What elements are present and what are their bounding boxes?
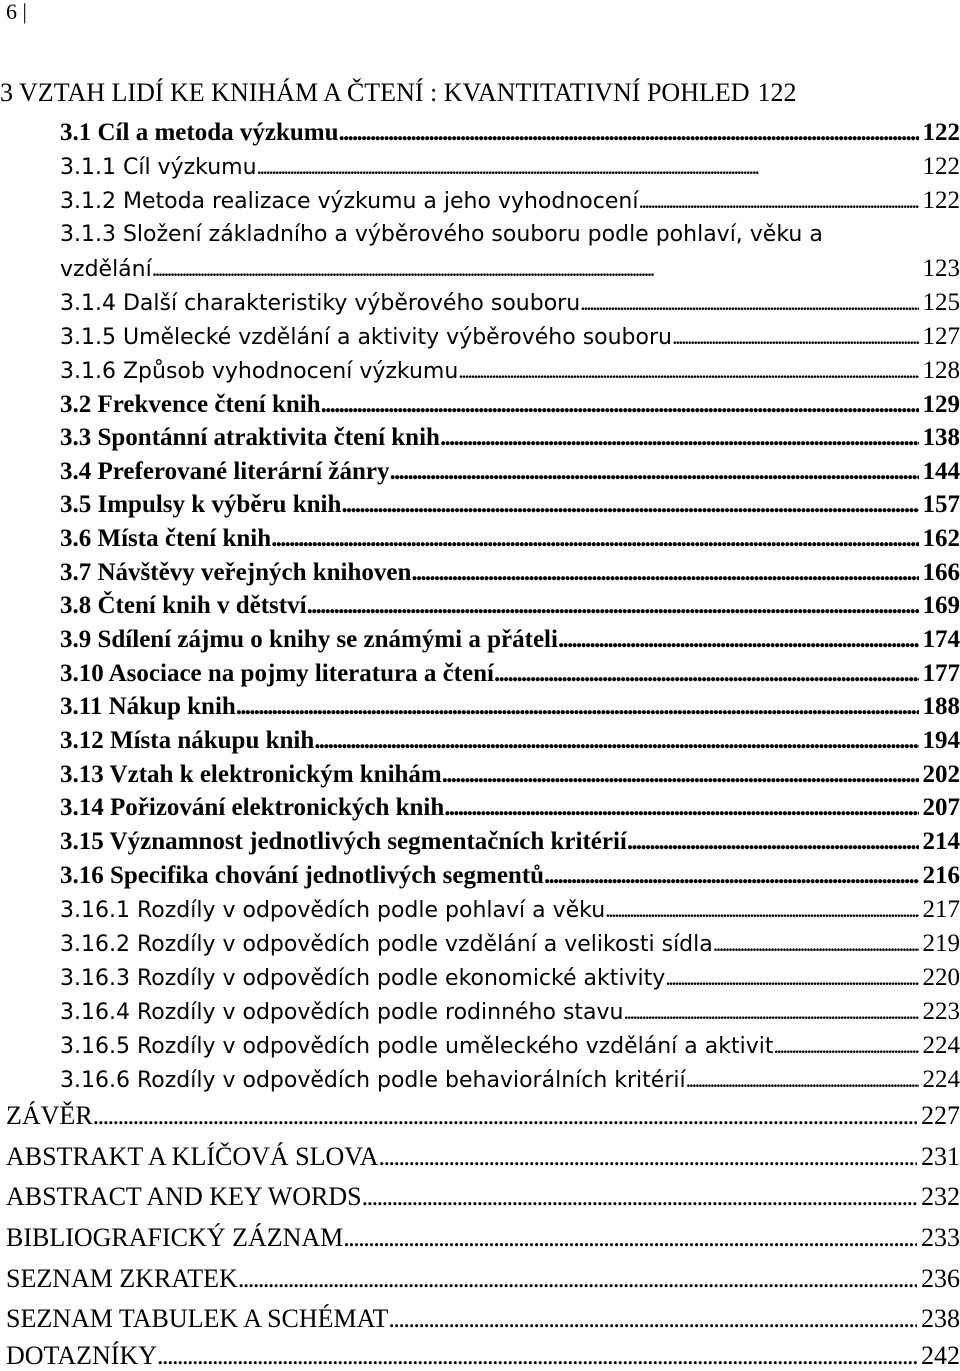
toc-leader-dots [411,558,918,588]
toc-entry-seznam-zkratek[interactable] [6,1264,960,1294]
toc-entry-page: 220 [922,964,960,991]
toc-entry-page: 169 [922,592,960,619]
toc-leader-dots [390,457,919,487]
toc-entry-title: 3.2 Frekvence čtení knih [60,391,321,418]
toc-entry-page: 217 [922,896,960,923]
toc-entry-title: 3.1.5 Umělecké vzdělání a aktivity výběrového souboru [60,325,672,350]
toc-entry-title: 3.16 Specifika chování jednotlivých segmentů [60,862,545,889]
toc-leader-dots [343,1223,917,1253]
toc-entry-bibliograficky-zaznam[interactable] [6,1223,960,1253]
toc-leader-dots [605,895,918,925]
toc-entry-title: BIBLIOGRAFICKÝ ZÁZNAM [6,1223,344,1252]
toc-leader-dots [672,322,919,352]
toc-entry-page: 224 [922,1066,960,1093]
toc-entry-title: 3.16.6 Rozdíly v odpovědích podle behaviorálních kritérií [60,1068,686,1093]
toc-entry-3-3[interactable] [60,423,960,453]
toc-entry-title: 3.1.2 Metoda realizace výzkumu a jeho vyhodnocení [60,189,639,214]
toc-entry-title: SEZNAM TABULEK A SCHÉMAT [6,1304,389,1333]
toc-entry-page: 122 [757,78,797,107]
toc-entry-page: 174 [922,626,960,653]
toc-leader-dots [458,356,918,386]
toc-entry-3-16-1[interactable] [60,895,960,925]
toc-entry-page: 129 [922,391,960,418]
toc-entry-seznam-tabulek[interactable] [6,1304,960,1334]
toc-entry-3-16-6[interactable] [60,1065,960,1095]
toc-entry-dotazniky[interactable] [6,1341,960,1371]
toc-leader-dots [341,490,918,520]
toc-leader-dots [93,1101,917,1131]
toc-entry-page: 232 [921,1182,960,1211]
toc-leader-dots [338,118,918,148]
toc-entry-3-10[interactable] [60,659,960,689]
toc-entry-title-continuation: vzdělání [60,257,152,282]
toc-leader-dots [236,692,919,722]
toc-leader-dots [558,625,919,655]
toc-leader-dots [378,1142,917,1172]
toc-entry-title: 3.15 Významnost jednotlivých segmentačních kritérií [60,828,627,855]
toc-entry-title: 3.12 Místa nákupu knih [60,727,315,754]
toc-entry-title: 3.16.5 Rozdíly v odpovědích podle uměleckého vzdělání a aktivit [60,1034,774,1059]
toc-entry-page: 236 [921,1264,960,1293]
toc-entry-3-5[interactable] [60,490,960,520]
toc-entry-title: 3.7 Návštěvy veřejných knihoven [60,559,412,586]
toc-leader-dots [544,861,918,891]
toc-entry-3-16-5[interactable] [60,1031,960,1061]
toc-entry-page: 128 [922,357,960,384]
toc-entry-title: 3.1 Cíl a metoda výzkumu [60,119,339,146]
toc-entry-3-7[interactable] [60,558,960,588]
toc-entry-3-16[interactable] [60,861,960,891]
toc-entry-page: 231 [921,1142,960,1171]
toc-entry-title: 3.16.3 Rozdíly v odpovědích podle ekonomické aktivity [60,966,666,991]
toc-entry-page: 122 [922,119,960,146]
toc-entry-page: 238 [921,1304,960,1333]
toc-entry-title: 3.16.2 Rozdíly v odpovědích podle vzdělání a velikosti sídla [60,932,713,957]
toc-entry-page: 123 [922,255,960,282]
toc-entry-title: 3.14 Pořizování elektronických knih [60,794,445,821]
toc-entry-page: 122 [922,187,960,214]
toc-entry-title: 3.6 Místa čtení knih [60,525,272,552]
toc-entry-page: 219 [922,930,960,957]
toc-leader-dots [321,390,919,420]
toc-leader-dots [444,793,918,823]
toc-entry-title: 3.5 Impulsy k výběru knih [60,491,342,518]
toc-entry-page: 216 [922,862,960,889]
toc-entry-page: 125 [922,289,960,316]
toc-entry-page: 127 [922,323,960,350]
toc-entry-3-4[interactable] [60,457,960,487]
toc-entry-page: 233 [921,1223,960,1252]
toc-entry-title: ZÁVĚR [6,1101,93,1130]
toc-entry-3-12[interactable] [60,726,960,756]
toc-entry-page: 242 [921,1341,960,1370]
toc-leader-dots [638,186,918,216]
toc-entry-title: 3.16.1 Rozdíly v odpovědích podle pohlaví a věku [60,898,606,923]
toc-leader-dots [773,1031,918,1061]
toc-entry-chapter-3[interactable] [0,78,960,108]
toc-entry-title: 3.4 Preferované literární žánry [60,458,390,485]
toc-entry-3-1-3-continuation[interactable] [60,254,960,284]
toc-leader-dots [238,1264,917,1294]
toc-entry-3-16-3[interactable] [60,963,960,993]
toc-entry-page: 166 [922,559,960,586]
toc-entry-title: 3.10 Asociace na pojmy literatura a čtení [60,660,494,687]
toc-entry-3-9[interactable] [60,625,960,655]
toc-entry-3-1-2[interactable] [60,186,960,216]
toc-entry-title: 3.3 Spontánní atraktivita čtení knih [60,424,440,451]
toc-entry-title: 3.11 Nákup knih [60,693,236,720]
toc-entry-3-1-4[interactable] [60,288,960,318]
toc-leader-dots [627,827,919,857]
toc-entry-page: 177 [922,660,960,687]
toc-entry-page: 122 [922,153,960,180]
toc-entry-3-1-1[interactable] [60,152,960,182]
toc-entry-3-16-4[interactable] [60,997,960,1027]
toc-leader-dots [665,963,918,993]
toc-entry-3-1-5[interactable] [60,322,960,352]
toc-entry-3-14[interactable] [60,793,960,823]
toc-entry-3-16-2[interactable] [60,929,960,959]
toc-entry-title: 3.8 Čtení knih v dětství [60,592,307,619]
toc-entry-page: 223 [922,998,960,1025]
toc-entry-page: 188 [922,693,960,720]
toc-entry-3-2[interactable] [60,390,960,420]
toc-entry-title: 3.1.3 Složení základního a výběrového souboru podle pohlaví, věku a [60,222,823,247]
toc-entry-page: 162 [922,525,960,552]
toc-entry-page: 207 [922,794,960,821]
toc-entry-title: 3.9 Sdílení zájmu o knihy se známými a přáteli [60,626,558,653]
toc-entry-title: 3.13 Vztah k elektronickým knihám [60,761,442,788]
toc-entry-3-15[interactable] [60,827,960,857]
toc-entry-title: 3.1.6 Způsob vyhodnocení výzkumu [60,359,459,384]
toc-entry-page: 138 [922,424,960,451]
page-number-header: 6 | [6,0,27,24]
toc-entry-page: 224 [922,1032,960,1059]
toc-leader-dots [307,591,919,621]
toc-entry-title: 3.1.1 Cíl výzkumu [60,155,257,180]
toc-entry-title: ABSTRACT AND KEY WORDS [6,1182,362,1211]
toc-entry-page: 202 [922,761,960,788]
toc-entry-3-1[interactable] [60,118,960,148]
toc-entry-title: SEZNAM ZKRATEK [6,1264,238,1293]
toc-leader-dots [152,254,919,284]
toc-entry-3-11[interactable] [60,692,960,722]
toc-entry-3-13[interactable] [60,760,960,790]
toc-leader-dots [271,524,918,554]
toc-leader-dots [388,1304,917,1334]
toc-leader-dots [580,288,918,318]
toc-entry-page: 144 [922,458,960,485]
toc-entry-zaver[interactable] [6,1101,960,1131]
toc-entry-abstrakt[interactable] [6,1142,960,1172]
toc-entry-3-8[interactable] [60,591,960,621]
toc-entry-3-1-3[interactable] [60,220,960,250]
toc-leader-dots [362,1182,917,1212]
toc-entry-page: 194 [922,727,960,754]
toc-entry-title: ABSTRAKT A KLÍČOVÁ SLOVA [6,1142,379,1171]
toc-entry-title: 3.16.4 Rozdíly v odpovědích podle rodinného stavu [60,1000,624,1025]
toc-leader-dots [623,997,918,1027]
toc-entry-abstract[interactable] [6,1182,960,1212]
toc-leader-dots [440,423,919,453]
toc-entry-title: DOTAZNÍKY [6,1341,157,1370]
toc-entry-3-1-6[interactable] [60,356,960,386]
toc-leader-dots [257,152,919,182]
toc-leader-dots [442,760,919,790]
toc-leader-dots [494,659,919,689]
toc-entry-page: 227 [921,1101,960,1130]
toc-leader-dots [314,726,918,756]
toc-leader-dots [686,1065,919,1095]
toc-entry-title: 3 VZTAH LIDÍ KE KNIHÁM A ČTENÍ : KVANTITATIVNÍ POHLED [0,78,750,107]
toc-entry-page: 157 [922,491,960,518]
toc-entry-title: 3.1.4 Další charakteristiky výběrového souboru [60,291,581,316]
toc-leader-dots [713,929,919,959]
toc-leader-dots [157,1341,917,1371]
toc-entry-page: 214 [922,828,960,855]
toc-entry-3-6[interactable] [60,524,960,554]
